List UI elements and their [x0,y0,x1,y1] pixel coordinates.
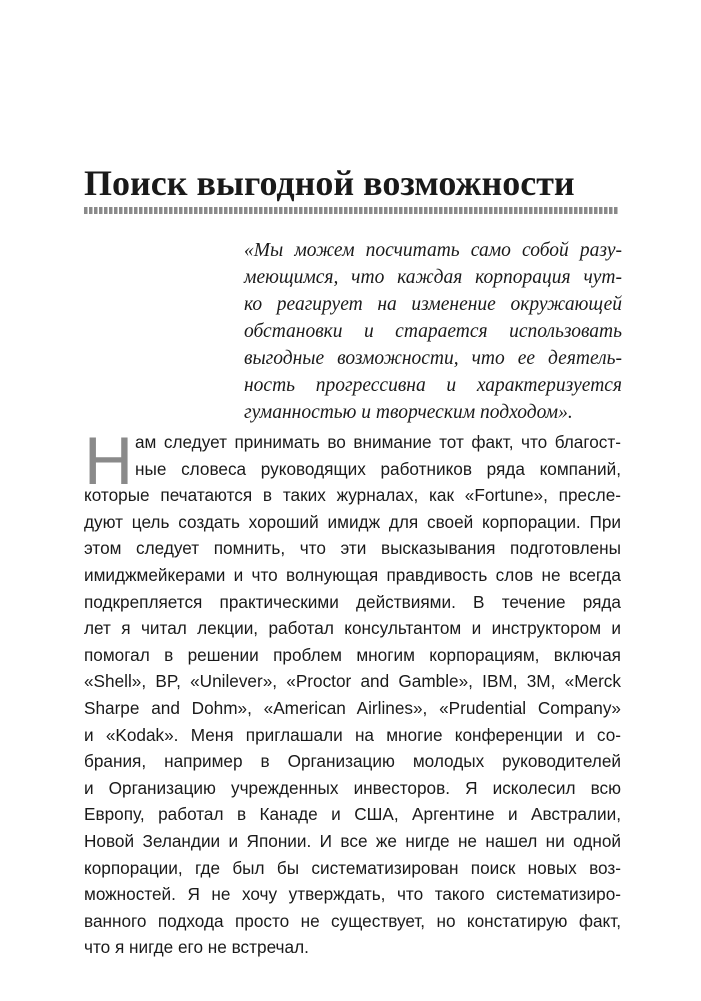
body-line: и «Kodak». Меня приглашали на многие конференции и со- [84,724,621,745]
body-line: Sharpe and Dohm», «American Airlines», «Prudential Company» [84,697,621,718]
body-line: которые печатаются в таких журналах, как «Fortune», пресле- [84,485,621,506]
body-line: ам следует принимать во внимание тот факт, что благост- [135,432,621,452]
body-paragraph [84,423,621,961]
body-line: и Организацию учрежденных инвесторов. Я исколесил всю [84,777,621,798]
chapter-heading: Поиск выгодной возможности [84,163,575,203]
body-line: помогал в решении проблем многим корпорациям, включая [84,644,621,665]
epigraph-line: гуманностью и творческим подходом». [244,402,573,423]
body-line: этом следует помнить, что эти высказывания подготовлены [84,538,621,559]
body-line: можностей. Я не хочу утверждать, что такого систематизиро- [84,884,621,905]
body-line: имиджмейкерами и что волнующая правдивость слов не всегда [84,564,621,585]
body-line: Европу, работал в Канаде и США, Аргентине и Австралии, [84,804,621,825]
heading-dotted-rule [84,207,619,214]
body-line: корпорации, где был бы систематизирован поиск новых воз- [84,857,621,878]
body-line: Новой Зеландии и Японии. И все же нигде не нашел ни одной [84,830,621,851]
epigraph-line: выгодные возможности, что ее деятель- [244,348,622,369]
body-line: лет я читал лекции, работал консультантом и инструктором и [84,618,621,639]
body-line: что я нигде его не встречал. [84,937,309,958]
epigraph-line: «Мы можем посчитать само собой разу- [244,240,622,261]
body-line: ные словеса руководящих работников ряда компаний, [135,458,621,479]
epigraph-quote [244,237,622,426]
epigraph-line: ко реагирует на изменение окружающей [244,294,622,315]
body-line: подкрепляется практическими действиями. В течение ряда [84,591,621,612]
epigraph-line: ность прогрессивна и характеризуется [244,375,622,396]
body-line: дуют цель создать хороший имидж для своей корпорации. При [84,511,621,532]
drop-cap: Н [84,423,134,499]
epigraph-line: обстановки и старается использовать [244,321,622,342]
body-line: брания, например в Организацию молодых руководителей [84,751,621,772]
epigraph-line: меющимся, что каждая корпорация чут- [244,267,622,288]
body-line: ванного подхода просто не существует, но констатирую факт, [84,910,621,931]
body-line: «Shell», BP, «Unilever», «Proctor and Gamble», IBM, 3M, «Merck [84,671,621,692]
